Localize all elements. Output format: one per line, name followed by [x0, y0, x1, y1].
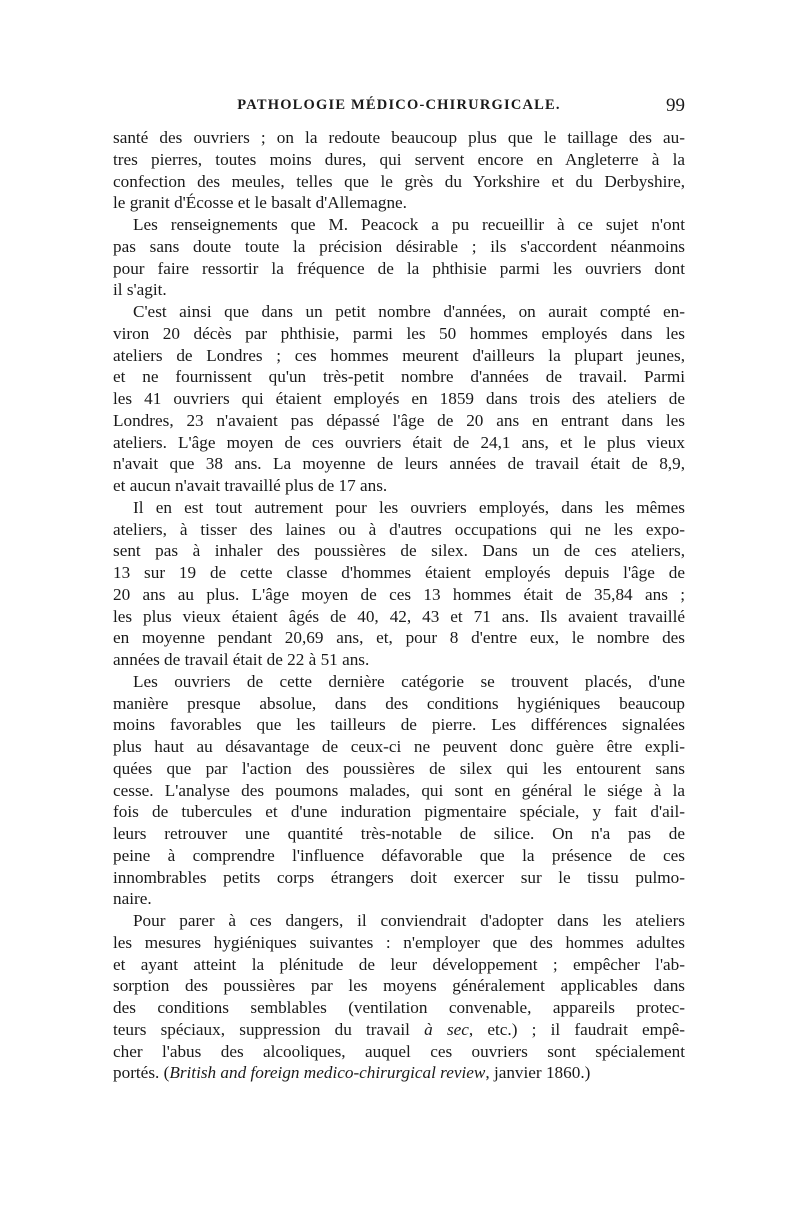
running-title: PATHOLOGIE MÉDICO-CHIRURGICALE. [237, 97, 561, 113]
text-line: manière presque absolue, dans des conditions hygiéniques beaucoup [113, 693, 685, 713]
running-head [113, 97, 685, 119]
text-segment: teurs spéciaux, suppression du travail [113, 1019, 425, 1039]
text-line: les mesures hygiéniques suivantes : n'employer que des hommes adultes [113, 932, 685, 952]
text-segment: , etc.) ; il faudrait empê- [468, 1019, 685, 1039]
citation-line [113, 1062, 685, 1084]
text-line: en moyenne pendant 20,69 ans, et, pour 8 d'entre eux, le nombre des [113, 628, 685, 648]
text-line: viron 20 décès par phthisie, parmi les 50 hommes employés dans les [113, 323, 685, 343]
text-line: Il en est tout autrement pour les ouvriers employés, dans les mêmes [133, 497, 685, 517]
text-line: quées que par l'action des poussières de silex qui les entourent sans [113, 758, 685, 778]
text-line: 13 sur 19 de cette classe d'hommes étaient employés depuis l'âge de [113, 563, 685, 582]
text-line: confection des meules, telles que le grès du Yorkshire et du Derbyshire, [113, 171, 685, 191]
text-line: Les ouvriers de cette dernière catégorie se trouvent placés, d'une [133, 671, 685, 691]
text-line: innombrables petits corps étrangers doit exercer sur le tissu pulmo- [113, 867, 685, 887]
text-line: Londres, 23 n'avaient pas dépassé l'âge de 20 ans en entrant dans les [113, 410, 685, 430]
text-line: Pour parer à ces dangers, il conviendrait d'adopter dans les ateliers [133, 911, 685, 930]
text-line: n'avait que 38 ans. La moyenne de leurs années de travail était de 8,9, [113, 454, 685, 474]
text-line: Les renseignements que M. Peacock a pu recueillir à ce sujet n'ont [133, 215, 685, 234]
text-line: années de travail était de 22 à 51 ans. [113, 650, 370, 669]
text-line: les plus vieux étaient âgés de 40, 42, 43 et 71 ans. Ils avaient travaillé [113, 606, 685, 626]
text-line: santé des ouvriers ; on la redoute beaucoup plus que le taillage des au- [113, 128, 685, 147]
text-line: C'est ainsi que dans un petit nombre d'années, on aurait compté en- [133, 302, 685, 321]
text-line: 20 ans au plus. L'âge moyen de ces 13 hommes était de 35,84 ans ; [113, 584, 685, 604]
text-line: sorption des poussières par les moyens généralement applicables dans [113, 976, 685, 996]
text-line: des conditions semblables (ventilation convenable, appareils protec- [113, 998, 685, 1017]
text-segment: portés. ( [113, 1063, 170, 1083]
text-line: moins favorables que les tailleurs de pierre. Les différences signalées [113, 715, 685, 735]
text-line: fois de tubercules et d'une induration pigmentaire spéciale, y fait d'ail- [113, 802, 685, 822]
page-number: 99 [666, 95, 685, 116]
text-line: naire. [113, 889, 152, 909]
text-line: les 41 ouvriers qui étaient employés en 1859 dans trois des ateliers de [113, 389, 685, 408]
text-line: leurs retrouver une quantité très-notable de silice. On n'a pas de [113, 824, 685, 843]
text-line: tres pierres, toutes moins dures, qui servent encore en Angleterre à la [113, 149, 685, 169]
text-line: et aucun n'avait travaillé plus de 17 ans. [113, 476, 388, 495]
text-line: pas sans doute toute la précision désirable ; ils s'accordent néanmoins [113, 236, 685, 256]
body-text [113, 127, 685, 1084]
text-line: cesse. L'analyse des poumons malades, qui sont en général le siége à la [113, 780, 685, 800]
text-segment: , janvier 1860.) [485, 1063, 591, 1083]
text-line: et ayant atteint la plénitude de leur développement ; empêcher l'ab- [113, 954, 685, 974]
text-line: pour faire ressortir la fréquence de la phthisie parmi les ouvriers dont [113, 258, 685, 278]
text-line: ateliers, à tisser des laines ou à d'autres occupations qui ne les expo- [113, 519, 685, 539]
text-line: cher l'abus des alcooliques, auquel ces ouvriers sont spécialement [113, 1041, 685, 1061]
text-line: et ne fournissent qu'un très-petit nombre d'années de travail. Parmi [113, 367, 685, 387]
text-line: ateliers de Londres ; ces hommes meurent d'ailleurs la plupart jeunes, [113, 345, 685, 365]
italic-phrase: à sec [424, 1019, 469, 1039]
text-line: ateliers. L'âge moyen de ces ouvriers était de 24,1 ans, et le plus vieux [113, 432, 685, 452]
text-line: plus haut au désavantage de ceux-ci ne peuvent donc guère être expli- [113, 737, 685, 756]
journal-title: British and foreign medico-chirurgical review [169, 1063, 486, 1083]
text-line [113, 1019, 685, 1041]
text-line: sent pas à inhaler des poussières de silex. Dans un de ces ateliers, [113, 541, 685, 561]
text-line: il s'agit. [113, 280, 167, 300]
text-line: le granit d'Écosse et le basalt d'Allemagne. [113, 193, 407, 213]
text-line: peine à comprendre l'influence défavorable que la présence de ces [113, 845, 685, 865]
